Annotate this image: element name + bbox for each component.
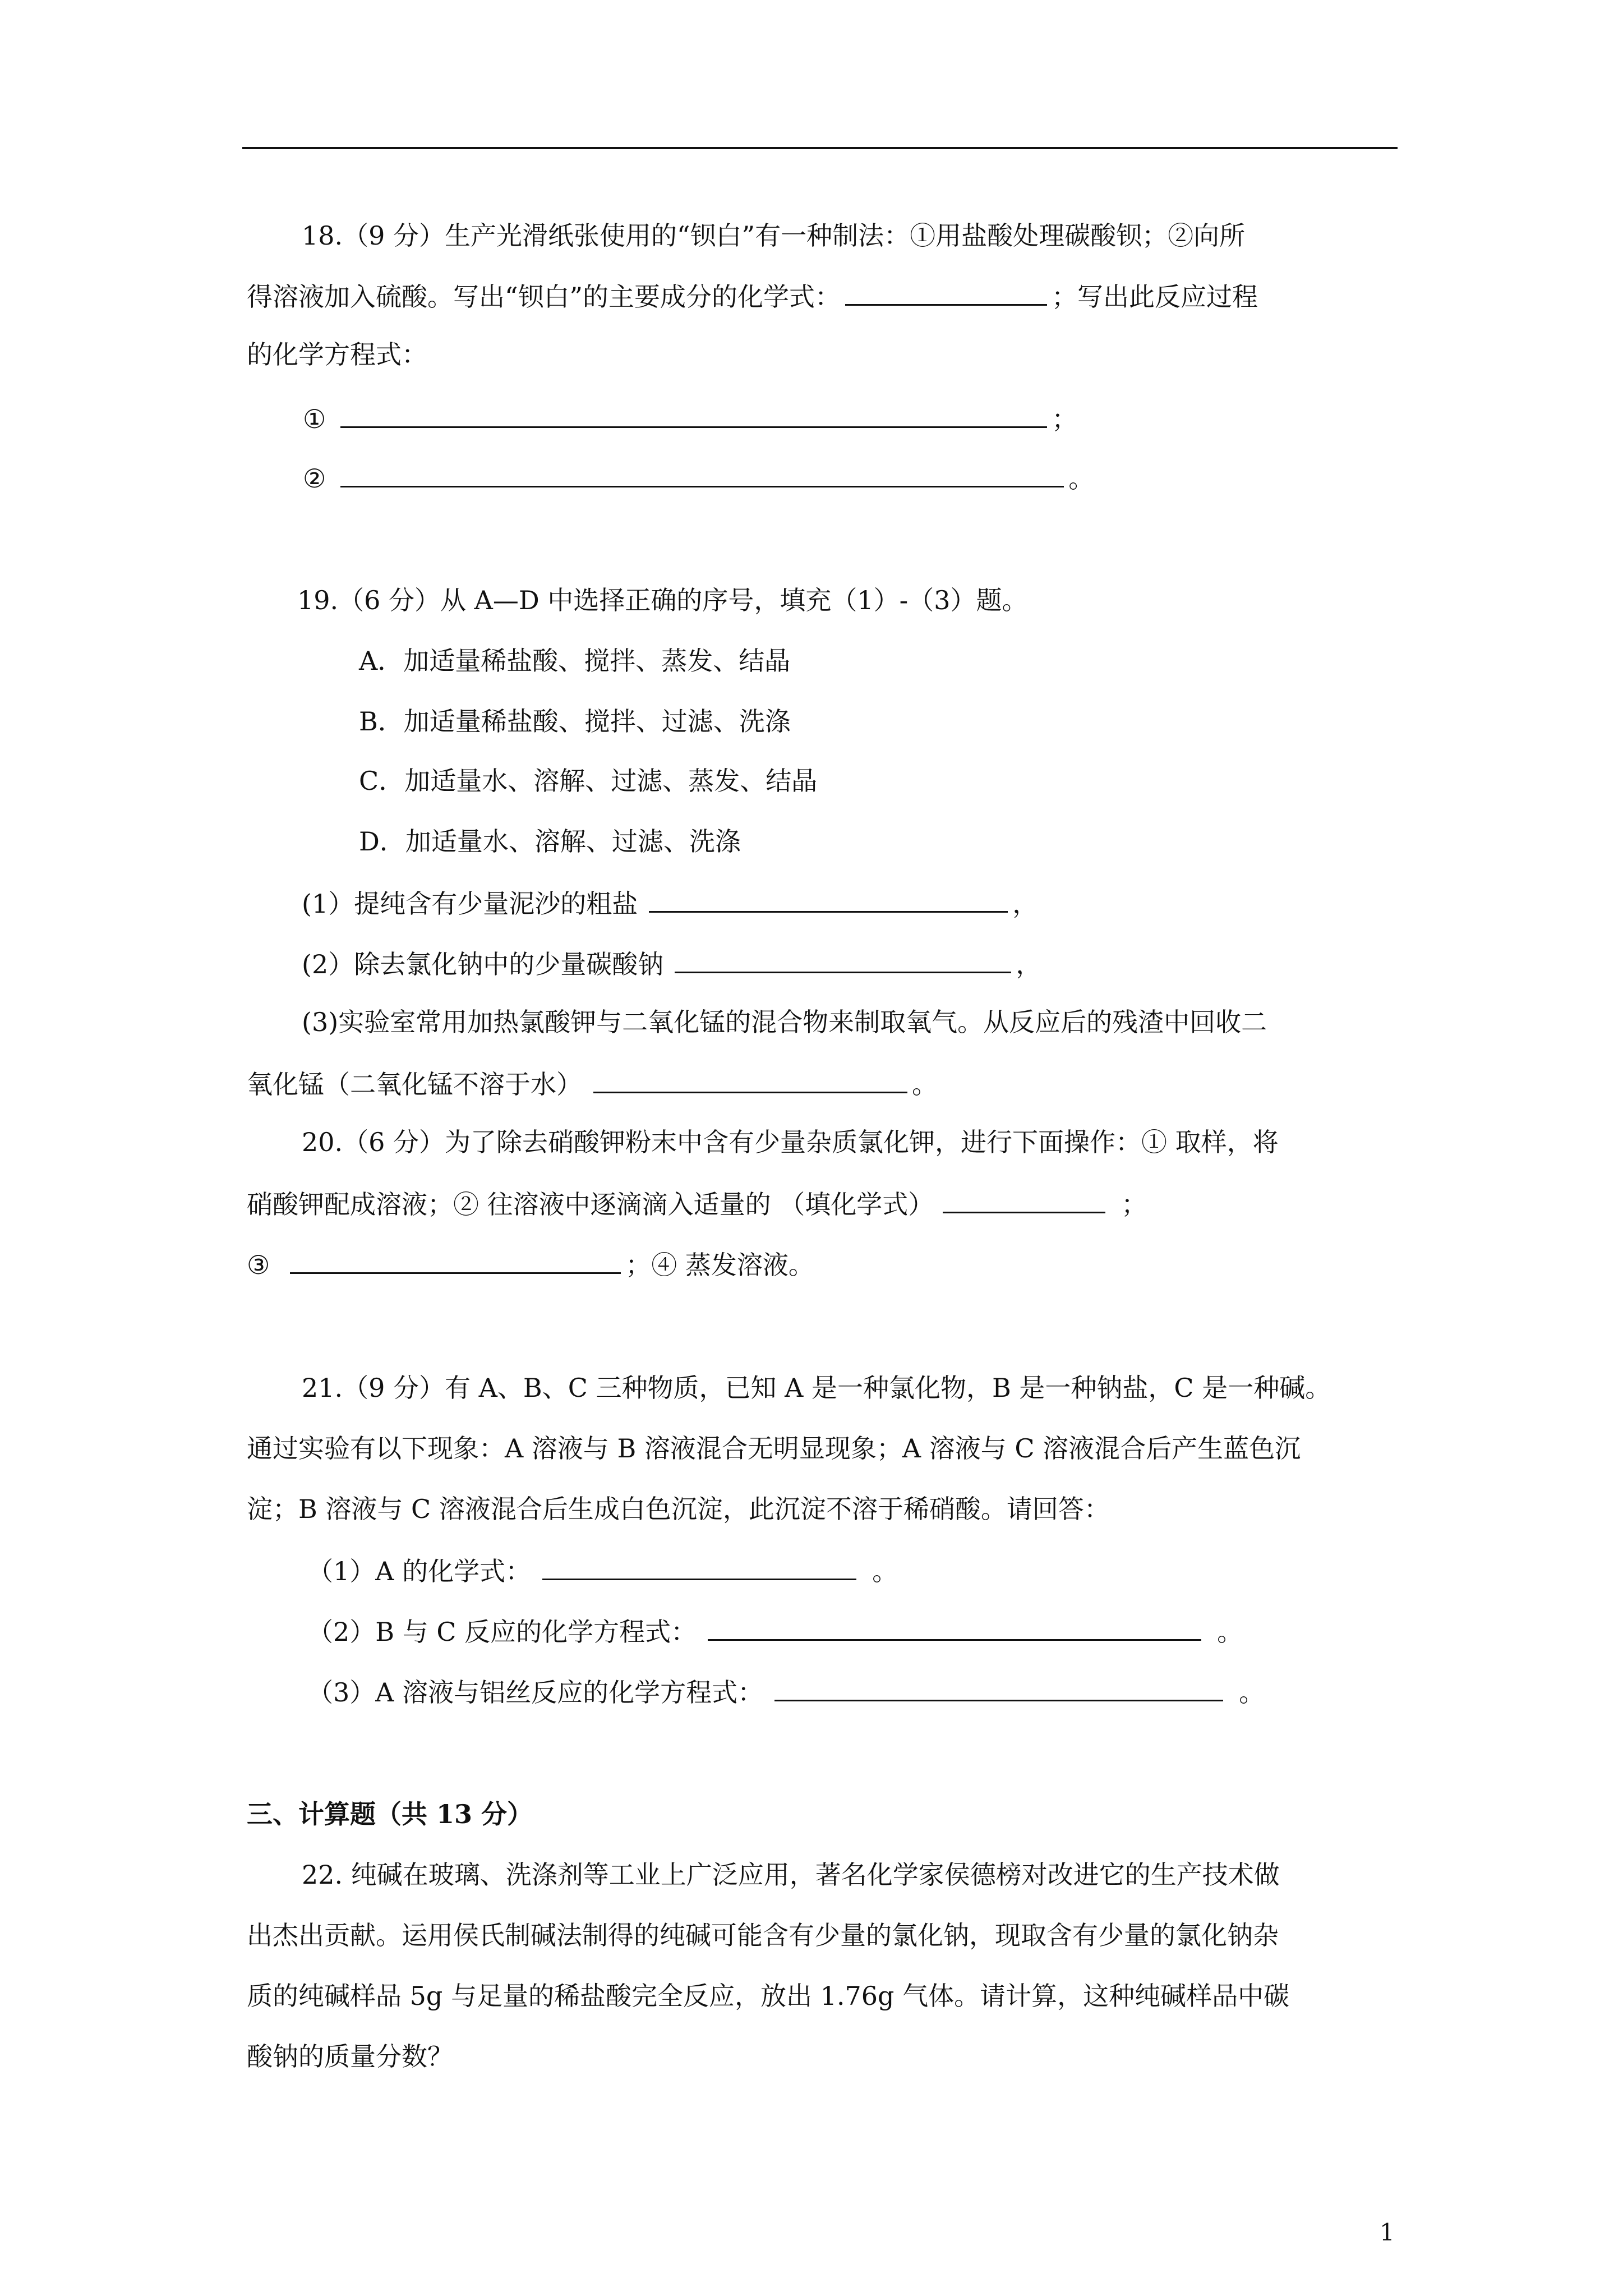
q19-option-b: B．加适量稀盐酸、搅拌、过滤、洗涤 [359, 706, 791, 737]
q19-part-3-line-2 [247, 1066, 938, 1101]
q20-line-2-end: ； [1121, 1189, 1147, 1220]
q19-part-2-blank[interactable] [675, 946, 1011, 973]
page-number: 1 [1380, 2219, 1395, 2246]
q19-part-1-end: ， [1012, 889, 1039, 919]
q18-eq-1-blank[interactable] [340, 401, 1047, 428]
q22-line-4: 酸钠的质量分数？ [247, 2041, 453, 2072]
q19-part-1 [302, 885, 1038, 921]
q21-part-3-blank[interactable] [774, 1674, 1223, 1701]
section-3-heading: 三、计算题（共 13 分） [247, 1799, 533, 1829]
q18-formula-blank[interactable] [845, 278, 1047, 306]
q18-line-1: 18.（9 分）生产光滑纸张使用的“钡白”有一种制法：①用盐酸处理碳酸钡；②向所 [302, 220, 1246, 251]
q19-part-3-line-1: (3)实验室常用加热氯酸钾与二氧化锰的混合物来制取氧气。从反应后的残渣中回收二 [302, 1007, 1267, 1037]
q18-line-3: 的化学方程式： [247, 339, 427, 370]
q21-part-3 [307, 1674, 1265, 1709]
q20-line-2-text: 硝酸钾配成溶液；② 往溶液中逐滴滴入适量的 （填化学式） [247, 1189, 934, 1220]
q18-line-2 [247, 278, 1258, 314]
q19-option-a: A．加适量稀盐酸、搅拌、蒸发、结晶 [359, 646, 791, 676]
q21-part-1 [307, 1553, 898, 1588]
header-rule [242, 147, 1398, 149]
q22-line-2: 出杰出贡献。运用侯氏制碱法制得的纯碱可能含有少量的氯化钠，现取含有少量的氯化钠杂 [247, 1920, 1279, 1950]
q19-part-3-blank[interactable] [593, 1066, 907, 1093]
q18-eq-1-end: ； [1052, 404, 1078, 434]
q19-stem: 19.（6 分）从 A—D 中选择正确的序号，填充（1）-（3）题。 [297, 585, 1028, 615]
q19-option-d: D．加适量水、溶解、过滤、洗涤 [359, 826, 741, 857]
q21-part-3-end: 。 [1239, 1677, 1265, 1708]
q22-line-1: 22. 纯碱在玻璃、洗涤剂等工业上广泛应用，著名化学家侯德榜对改进它的生产技术做 [302, 1860, 1280, 1890]
q18-eq-2-end: 。 [1068, 463, 1095, 494]
q21-part-2-end: 。 [1217, 1617, 1243, 1647]
q20-formula-blank[interactable] [943, 1186, 1105, 1213]
q21-part-2-blank[interactable] [708, 1613, 1201, 1641]
q21-part-1-end: 。 [872, 1556, 898, 1586]
q18-eq-1 [303, 401, 1077, 436]
q19-part-2-end: ， [1016, 949, 1042, 979]
q22-line-3: 质的纯碱样品 5g 与足量的稀盐酸完全反应，放出 1.76g 气体。请计算，这种纯碱样品中碳 [247, 1981, 1290, 2011]
q18-eq-2-mark: ② [303, 463, 326, 494]
q19-part-1-text: (1）提纯含有少量泥沙的粗盐 [302, 889, 638, 919]
q21-part-1-text: （1）A 的化学式： [307, 1556, 532, 1586]
q18-eq-2 [303, 460, 1094, 495]
q19-part-2-text: (2）除去氯化钠中的少量碳酸钠 [302, 949, 664, 979]
q18-eq-2-blank[interactable] [340, 460, 1064, 487]
q21-line-1: 21.（9 分）有 A、B、C 三种物质，已知 A 是一种氯化物，B 是一种钠盐，C 是一种碱。 [302, 1373, 1331, 1403]
q21-line-2: 通过实验有以下现象：A 溶液与 B 溶液混合无明显现象；A 溶液与 C 溶液混合后产生蓝色沉 [247, 1433, 1301, 1464]
q19-option-c: C．加适量水、溶解、过滤、蒸发、结晶 [359, 766, 818, 796]
q20-line-2 [247, 1186, 1147, 1221]
q20-step-3-blank[interactable] [290, 1246, 621, 1274]
q20-line-3 [247, 1246, 814, 1282]
q20-line-1: 20.（6 分）为了除去硝酸钾粉末中含有少量杂质氯化钾，进行下面操作：① 取样，将 [302, 1127, 1279, 1157]
q18-line-2-tail: ；写出此反应过程 [1052, 282, 1258, 312]
q19-part-3-text: 氧化锰（二氧化锰不溶于水） [247, 1069, 582, 1099]
q18-line-2-text: 得溶液加入硫酸。写出“钡白”的主要成分的化学式： [247, 282, 841, 312]
q19-part-2 [302, 946, 1041, 981]
q18-eq-1-mark: ① [303, 404, 326, 434]
q21-line-3: 淀；B 溶液与 C 溶液混合后生成白色沉淀，此沉淀不溶于稀硝酸。请回答： [247, 1494, 1110, 1524]
q19-part-3-end: 。 [912, 1069, 938, 1099]
q21-part-2-text: （2）B 与 C 反应的化学方程式： [307, 1617, 697, 1647]
q21-part-2 [307, 1613, 1243, 1649]
q21-part-1-blank[interactable] [542, 1553, 856, 1580]
q20-step-3-mark: ③ [247, 1250, 270, 1280]
q19-part-1-blank[interactable] [649, 885, 1008, 913]
q20-line-3-tail: ；④ 蒸发溶液。 [625, 1250, 814, 1280]
q21-part-3-text: （3）A 溶液与铝丝反应的化学方程式： [307, 1677, 764, 1708]
